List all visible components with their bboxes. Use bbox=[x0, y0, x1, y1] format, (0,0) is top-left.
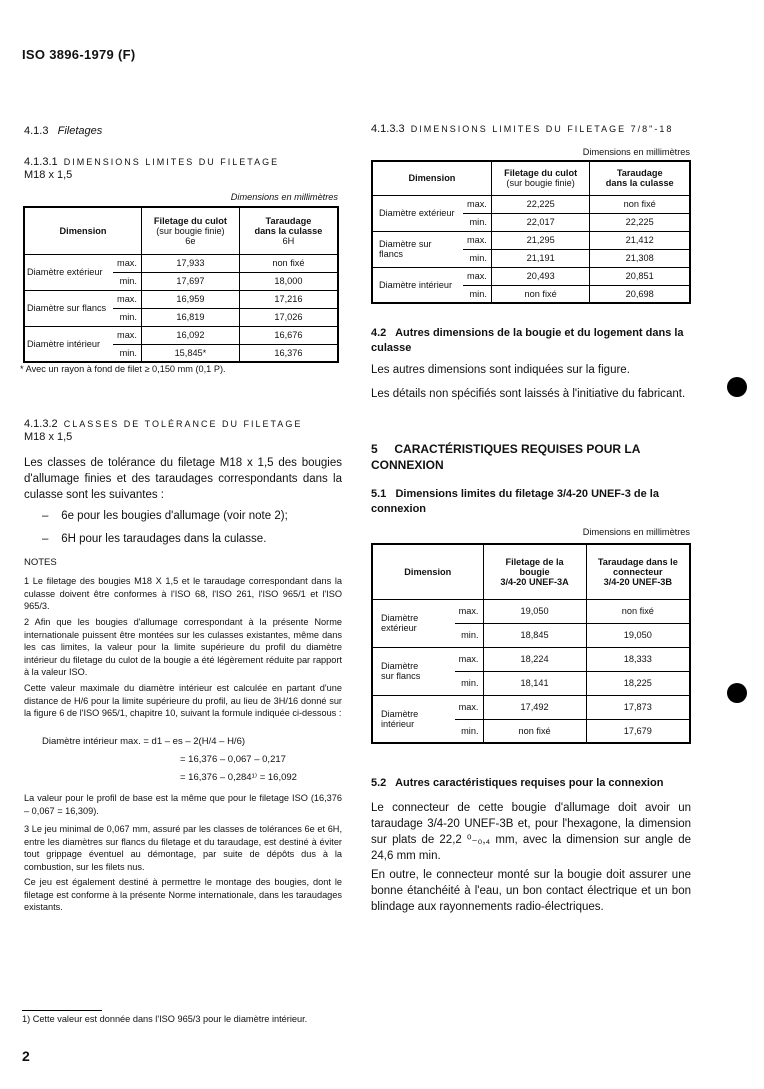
table-row bbox=[372, 195, 690, 213]
cell: 18,333 bbox=[586, 647, 690, 671]
cell: 17,679 bbox=[586, 719, 690, 743]
section-title: CARACTÉRISTIQUES REQUISES POUR LA CONNEXION bbox=[371, 442, 640, 472]
col-header-taraudage bbox=[239, 207, 338, 254]
section-title: Filetages bbox=[57, 125, 103, 137]
min-label: min. bbox=[113, 272, 141, 290]
cell: 17,492 bbox=[483, 695, 586, 719]
cell: 22,225 bbox=[491, 195, 590, 213]
row-label-line: Diamètre bbox=[381, 613, 419, 623]
cell: 18,000 bbox=[239, 272, 338, 290]
row-label: Diamètre sur flancs bbox=[24, 290, 113, 326]
header-line: Taraudage dans le bbox=[597, 556, 678, 567]
cell: 17,026 bbox=[239, 308, 338, 326]
header-line: bougie bbox=[519, 566, 550, 577]
section-number: 5.2 bbox=[371, 777, 387, 789]
cell: 22,017 bbox=[491, 213, 590, 231]
min-label: min. bbox=[455, 623, 483, 647]
header-line: 3/4-20 UNEF-3A bbox=[500, 576, 569, 587]
header-line: dans la culasse bbox=[605, 178, 674, 189]
section-number: 4.2 bbox=[371, 327, 387, 339]
row-label: Diamètre extérieur bbox=[372, 195, 463, 231]
row-label-line: sur flancs bbox=[381, 671, 421, 681]
min-label: min. bbox=[455, 719, 483, 743]
section-title: CLASSES DE TOLÉRANCE DU FILETAGE bbox=[63, 419, 303, 429]
row-label bbox=[372, 695, 455, 743]
table-row bbox=[24, 326, 338, 344]
col-header-dimension: Dimension bbox=[372, 544, 483, 599]
section-4-1-3-1-heading bbox=[24, 156, 279, 168]
row-label bbox=[372, 599, 455, 647]
header-line: Filetage du culot bbox=[504, 168, 578, 179]
section-4-1-3-1-subtitle: M18 x 1,5 bbox=[24, 169, 73, 181]
header-line: (sur bougie finie) bbox=[506, 178, 575, 189]
section-4-1-3-heading bbox=[24, 125, 102, 137]
cell: 18,845 bbox=[483, 623, 586, 647]
cell: 16,959 bbox=[141, 290, 239, 308]
formula-line-2: = 16,376 – 0,067 – 0,217 bbox=[180, 754, 286, 765]
header-line: Filetage du culot bbox=[153, 215, 227, 226]
table-row bbox=[372, 599, 690, 623]
note-3: 3 Le jeu minimal de 0,067 mm, assuré par les classes de tolérances 6e et 6H, entre les diamètres sur flancs du filetage et du taraudage, est destiné à éviter tout grippage éventuel au démontage, par suite de dépôts dus à la combustion, sur les filets nus. bbox=[24, 824, 342, 872]
table-row bbox=[372, 695, 690, 719]
header-line: dans la culasse bbox=[254, 225, 323, 236]
row-label: Diamètre extérieur bbox=[24, 254, 113, 290]
header-line: 6H bbox=[282, 235, 295, 246]
table-row bbox=[372, 267, 690, 285]
section-5-2-heading bbox=[371, 777, 691, 789]
cell: 17,216 bbox=[239, 290, 338, 308]
max-label: max. bbox=[455, 599, 483, 623]
table-row bbox=[24, 290, 338, 308]
row-label: Diamètre sur flancs bbox=[372, 231, 463, 267]
list-item: – 6H pour les taraudages dans la culasse. bbox=[42, 533, 267, 545]
paragraph: En outre, le connecteur monté sur la bougie doit assurer une bonne étanchéité à l'eau, un bon contact électrique et un bon blindage aux rayonnements radio-électriques. bbox=[371, 869, 691, 913]
section-4-1-3-2-heading bbox=[24, 418, 302, 430]
formula-line-1: Diamètre intérieur max. = d1 – es – 2(H/4 – H/6) bbox=[42, 736, 246, 747]
binder-hole-icon bbox=[727, 377, 747, 397]
max-label: max. bbox=[463, 195, 491, 213]
section-title: Autres caractéristiques requises pour la connexion bbox=[395, 777, 664, 789]
cell: 16,376 bbox=[239, 344, 338, 362]
section-number: 4.1.3.2 bbox=[24, 418, 58, 430]
cell: 17,873 bbox=[586, 695, 690, 719]
note-3-continued: Ce jeu est également destiné à permettre le montage des bougies, dont le filetage est conforme à la présente Norme internationale, dans les taraudages existants. bbox=[24, 877, 342, 912]
row-label bbox=[372, 647, 455, 695]
section-number: 4.1.3 bbox=[24, 125, 49, 137]
binder-hole-icon bbox=[727, 683, 747, 703]
notes-title: NOTES bbox=[24, 557, 57, 568]
table-row bbox=[372, 647, 690, 671]
header-line: Taraudage bbox=[616, 168, 663, 179]
cell: 16,092 bbox=[141, 326, 239, 344]
max-label: max. bbox=[113, 290, 141, 308]
cell: 20,851 bbox=[590, 267, 690, 285]
list-item: – 6e pour les bougies d'allumage (voir note 2); bbox=[42, 510, 288, 522]
max-label: max. bbox=[463, 231, 491, 249]
cell: 21,308 bbox=[590, 249, 690, 267]
cell: 19,050 bbox=[586, 623, 690, 647]
cell: 18,141 bbox=[483, 671, 586, 695]
section-title: DIMENSIONS LIMITES DU FILETAGE bbox=[63, 157, 280, 167]
cell: 21,412 bbox=[590, 231, 690, 249]
section-5-heading bbox=[371, 441, 691, 473]
cell: 15,845* bbox=[141, 344, 239, 362]
cell: 20,493 bbox=[491, 267, 590, 285]
table-thread-limits-m18 bbox=[23, 206, 339, 363]
col-header-filetage bbox=[483, 544, 586, 599]
paragraph: Les autres dimensions sont indiquées sur la figure. bbox=[371, 364, 630, 376]
max-label: max. bbox=[113, 254, 141, 272]
max-label: max. bbox=[463, 267, 491, 285]
cell: 21,191 bbox=[491, 249, 590, 267]
col-header-taraudage bbox=[590, 161, 690, 195]
min-label: min. bbox=[455, 671, 483, 695]
page-footnote: 1) Cette valeur est donnée dans l'ISO 965/3 pour le diamètre intérieur. bbox=[22, 1014, 308, 1024]
list-item-text: 6e pour les bougies d'allumage (voir note 2); bbox=[61, 510, 288, 522]
note-2-continued: Cette valeur maximale du diamètre intérieur est calculée en partant d'une distance de H/6 pour la limite supérieure du profil, au lieu de 3H/16 donné sur la figure 6 de l'ISO 965/1, chapitre 10, suivant la formule indiquée ci-dessous : bbox=[24, 683, 342, 718]
page-number: 2 bbox=[22, 1048, 30, 1064]
section-5-1-heading bbox=[371, 487, 691, 517]
min-label: min. bbox=[463, 285, 491, 303]
header-line: 3/4-20 UNEF-3B bbox=[603, 576, 673, 587]
row-label-line: intérieur bbox=[381, 718, 415, 729]
table-footnote: * Avec un rayon à fond de filet ≥ 0,150 mm (0,1 P). bbox=[20, 364, 226, 374]
cell: non fixé bbox=[483, 719, 586, 743]
cell: non fixé bbox=[586, 599, 690, 623]
section-4-2-heading bbox=[371, 326, 691, 356]
note-1: 1 Le filetage des bougies M18 X 1,5 et le taraudage correspondant dans la culasse doivent être conformes à l'ISO 68, l'ISO 261, l'ISO 965/1 et l'ISO 965/3. bbox=[24, 576, 342, 611]
row-label-line: Diamètre bbox=[381, 708, 419, 719]
cell: 16,819 bbox=[141, 308, 239, 326]
cell: non fixé bbox=[491, 285, 590, 303]
max-label: max. bbox=[455, 647, 483, 671]
cell: 18,224 bbox=[483, 647, 586, 671]
cell: non fixé bbox=[239, 254, 338, 272]
cell: 18,225 bbox=[586, 671, 690, 695]
col-header-taraudage bbox=[586, 544, 690, 599]
units-label: Dimensions en millimètres bbox=[582, 527, 690, 537]
header-line: 6e bbox=[185, 235, 196, 246]
document-header: ISO 3896-1979 (F) bbox=[22, 47, 136, 62]
header-line: connecteur bbox=[613, 566, 663, 577]
cell: 17,933 bbox=[141, 254, 239, 272]
row-label-line: Diamètre bbox=[381, 661, 419, 671]
section-4-1-3-3-heading bbox=[371, 123, 673, 135]
section-number: 5.1 bbox=[371, 488, 387, 500]
header-line: Filetage de la bbox=[505, 556, 564, 567]
note-2-basic-profile: La valeur pour le profil de base est la même que pour le filetage ISO (16,376 – 0,067 = 16,309). bbox=[24, 793, 342, 816]
section-4-1-3-2-subtitle: M18 x 1,5 bbox=[24, 431, 73, 443]
cell: non fixé bbox=[590, 195, 690, 213]
min-label: min. bbox=[463, 213, 491, 231]
header-line: Taraudage bbox=[265, 215, 312, 226]
section-number: 4.1.3.1 bbox=[24, 156, 58, 168]
cell: 20,698 bbox=[590, 285, 690, 303]
section-title: Autres dimensions de la bougie et du logement dans la culasse bbox=[371, 327, 684, 354]
cell: 16,676 bbox=[239, 326, 338, 344]
note-2: 2 Afin que les bougies d'allumage correspondant à la présente Norme internationale puissent être montées sur les culasses existantes, même dans les cas limites, la valeur pour la limite supérieure du profil du diamètre intérieur du filetage du culot de la bougie a été légèrement réduite par rapport à la valeur ISO. bbox=[24, 617, 342, 677]
section-number: 4.1.3.3 bbox=[371, 123, 405, 135]
cell: 22,225 bbox=[590, 213, 690, 231]
col-header-dimension: Dimension bbox=[24, 207, 141, 254]
table-row bbox=[372, 231, 690, 249]
units-label: Dimensions en millimètres bbox=[230, 192, 338, 202]
header-line: (sur bougie finie) bbox=[156, 225, 225, 236]
section-number: 5 bbox=[371, 442, 378, 456]
formula-line-3: = 16,376 – 0,284¹⁾ = 16,092 bbox=[180, 772, 297, 783]
cell: 19,050 bbox=[483, 599, 586, 623]
row-label: Diamètre intérieur bbox=[24, 326, 113, 362]
section-title: DIMENSIONS LIMITES DU FILETAGE 7/8"-18 bbox=[410, 124, 674, 134]
cell: 21,295 bbox=[491, 231, 590, 249]
row-label-line: extérieur bbox=[381, 623, 417, 633]
cell: 17,697 bbox=[141, 272, 239, 290]
paragraph: Les classes de tolérance du filetage M18 x 1,5 des bougies d'allumage finies et des taraudages correspondants dans la culasse sont les suivantes : bbox=[24, 457, 342, 501]
table-thread-limits-7-8-18 bbox=[371, 160, 691, 304]
min-label: min. bbox=[113, 308, 141, 326]
col-header-filetage bbox=[141, 207, 239, 254]
min-label: min. bbox=[113, 344, 141, 362]
max-label: max. bbox=[113, 326, 141, 344]
footnote-rule bbox=[22, 1010, 102, 1011]
col-header-dimension: Dimension bbox=[372, 161, 491, 195]
min-label: min. bbox=[463, 249, 491, 267]
table-connector-thread bbox=[371, 543, 691, 744]
max-label: max. bbox=[455, 695, 483, 719]
col-header-filetage bbox=[491, 161, 590, 195]
section-title: Dimensions limites du filetage 3/4-20 UNEF-3 de la connexion bbox=[371, 488, 659, 515]
paragraph: Le connecteur de cette bougie d'allumage doit avoir un taraudage 3/4-20 UNEF-3B et, pour l'hexagone, la dimension sur plats de 22,2 ⁰₋₀,₄ mm, avec la dimension sur angle de 24,6 mm min. bbox=[371, 802, 691, 862]
row-label: Diamètre intérieur bbox=[372, 267, 463, 303]
table-row bbox=[24, 254, 338, 272]
units-label: Dimensions en millimètres bbox=[582, 147, 690, 157]
paragraph: Les détails non spécifiés sont laissés à l'initiative du fabricant. bbox=[371, 388, 686, 400]
list-item-text: 6H pour les taraudages dans la culasse. bbox=[61, 533, 267, 545]
